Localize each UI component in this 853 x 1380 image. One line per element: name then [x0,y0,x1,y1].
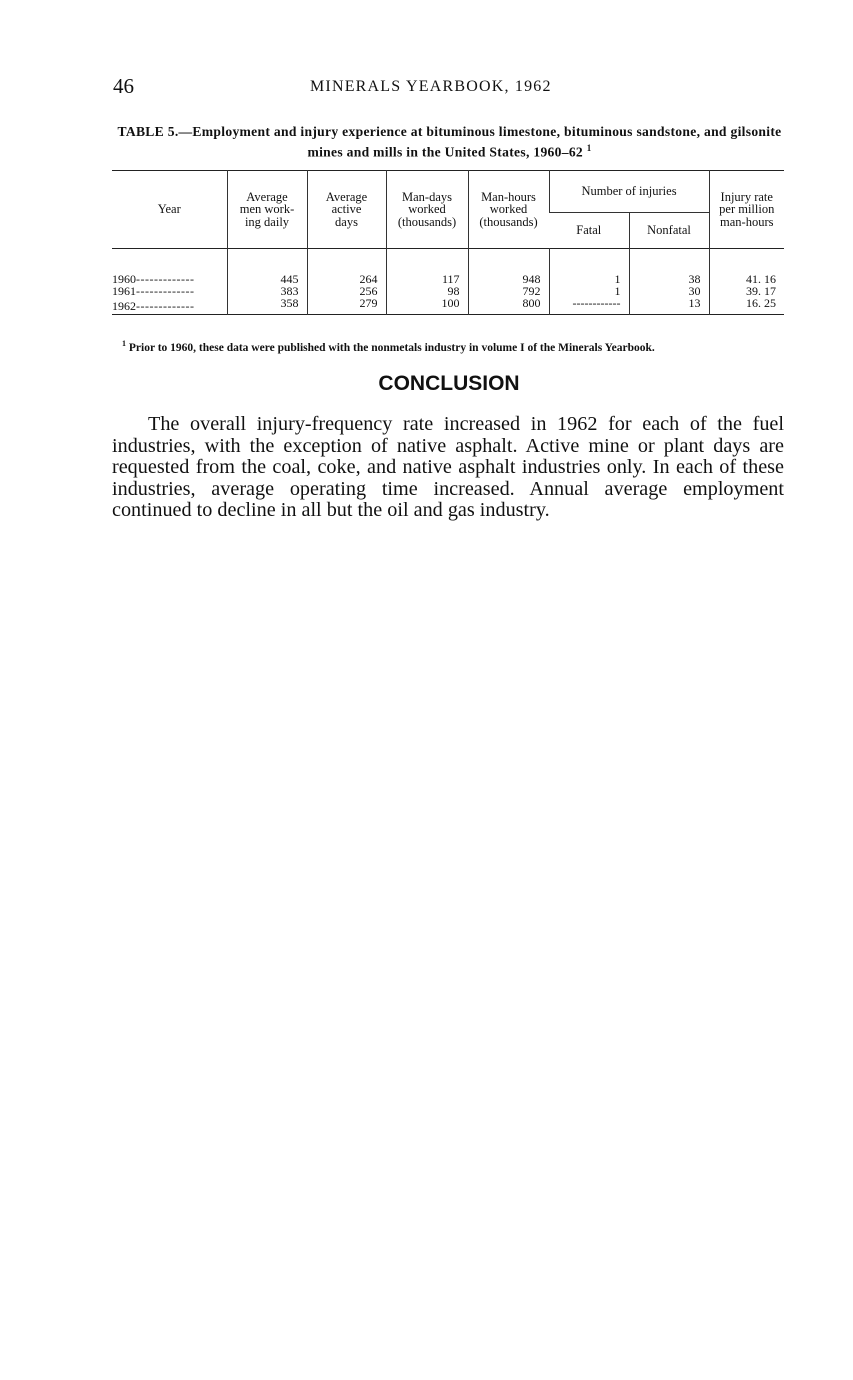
rate-cell: 39. 17 [709,285,784,297]
header-average-days [307,171,386,249]
table-title-note-ref: 1 [586,143,592,153]
header-fatal: Fatal [576,223,602,238]
days-cell: 279 [307,297,386,315]
year-cell [112,297,227,315]
men-cell: 383 [227,285,307,297]
man-days-cell: 117 [386,273,468,285]
running-head: MINERALS YEARBOOK, 1962 [310,78,552,95]
header-injury-rate-line3: man-hours [720,214,774,229]
header-nonfatal: Nonfatal [629,213,709,249]
header-average-days-line2: active [331,202,362,217]
man-days-cell: 100 [386,297,468,315]
dot-leader: ------------- [136,298,195,313]
header-man-hours-line1: Man-hours [481,189,536,204]
header-injury-rate [709,171,784,249]
conclusion-paragraph: The overall injury-frequency rate increased in 1962 for each of the fuel industries, with the exception of native asphalt. Active mine or plant days are requested from the coal, coke, and native asphalt industries only. In each of these industries, average operating time increased. Annual average employment continued to decline in all but the oil and gas industry. [112,413,784,521]
nonfatal-cell: 30 [629,285,709,297]
header-man-days-line2: worked [408,202,446,217]
fatal-cell: 1 [549,273,629,285]
header-average-days-line1: Average [325,189,368,204]
table-title-text: TABLE 5.—Employment and injury experience at bituminous limestone, bituminous sandstone, and gilsonite mines and mills in the United States, 1960–62 [117,124,782,160]
header-injury-rate-line2: per million [719,202,775,217]
header-average-men-line1: Average [246,189,288,204]
section-heading: CONCLUSION [378,372,520,395]
year-value: 1960 [112,272,136,286]
footnote-text: Prior to 1960, these data were published with the nonmetals industry in volume I of the Minerals Yearbook. [128,341,655,354]
nonfatal-cell: 38 [629,273,709,285]
men-cell: 358 [227,297,307,315]
header-average-men-line3: ing daily [244,214,290,229]
header-average-days-line3: days [335,214,358,229]
dot-leader: ------------- [136,272,195,286]
header-average-men [227,171,307,249]
man-hours-cell: 948 [468,273,549,285]
page-number: 46 [113,74,134,98]
header-year: Year [157,202,181,217]
header-man-days [386,171,468,249]
header-man-days-line1: Man-days [402,189,452,204]
table-row [112,297,784,315]
dot-leader: ------------- [136,284,195,298]
header-injury-rate-line1: Injury rate [720,189,773,204]
man-hours-cell: 792 [468,285,549,297]
header-man-hours-line2: worked [489,202,528,217]
employment-injury-table [112,170,784,315]
rate-cell: 41. 16 [709,273,784,285]
nonfatal-cell: 13 [629,297,709,315]
fatal-cell: 1 [549,285,629,297]
footnote-mark: 1 [122,339,126,348]
days-cell: 256 [307,285,386,297]
man-days-cell: 98 [386,285,468,297]
header-man-hours [468,171,549,249]
table-title [112,123,787,161]
header-man-days-line3: (thousands) [397,214,457,229]
year-value: 1962 [112,298,136,313]
days-cell: 264 [307,273,386,285]
man-hours-cell: 800 [468,297,549,315]
header-man-hours-line3: (thousands) [479,214,538,229]
header-average-men-line2: men work- [239,202,295,217]
fatal-cell: ------------ [549,297,629,315]
table-footnote [112,338,786,354]
year-cell [112,285,227,297]
men-cell: 445 [227,273,307,285]
year-value: 1961 [112,284,136,298]
header-number-of-injuries: Number of injuries [549,171,709,213]
rate-cell: 16. 25 [709,297,784,315]
